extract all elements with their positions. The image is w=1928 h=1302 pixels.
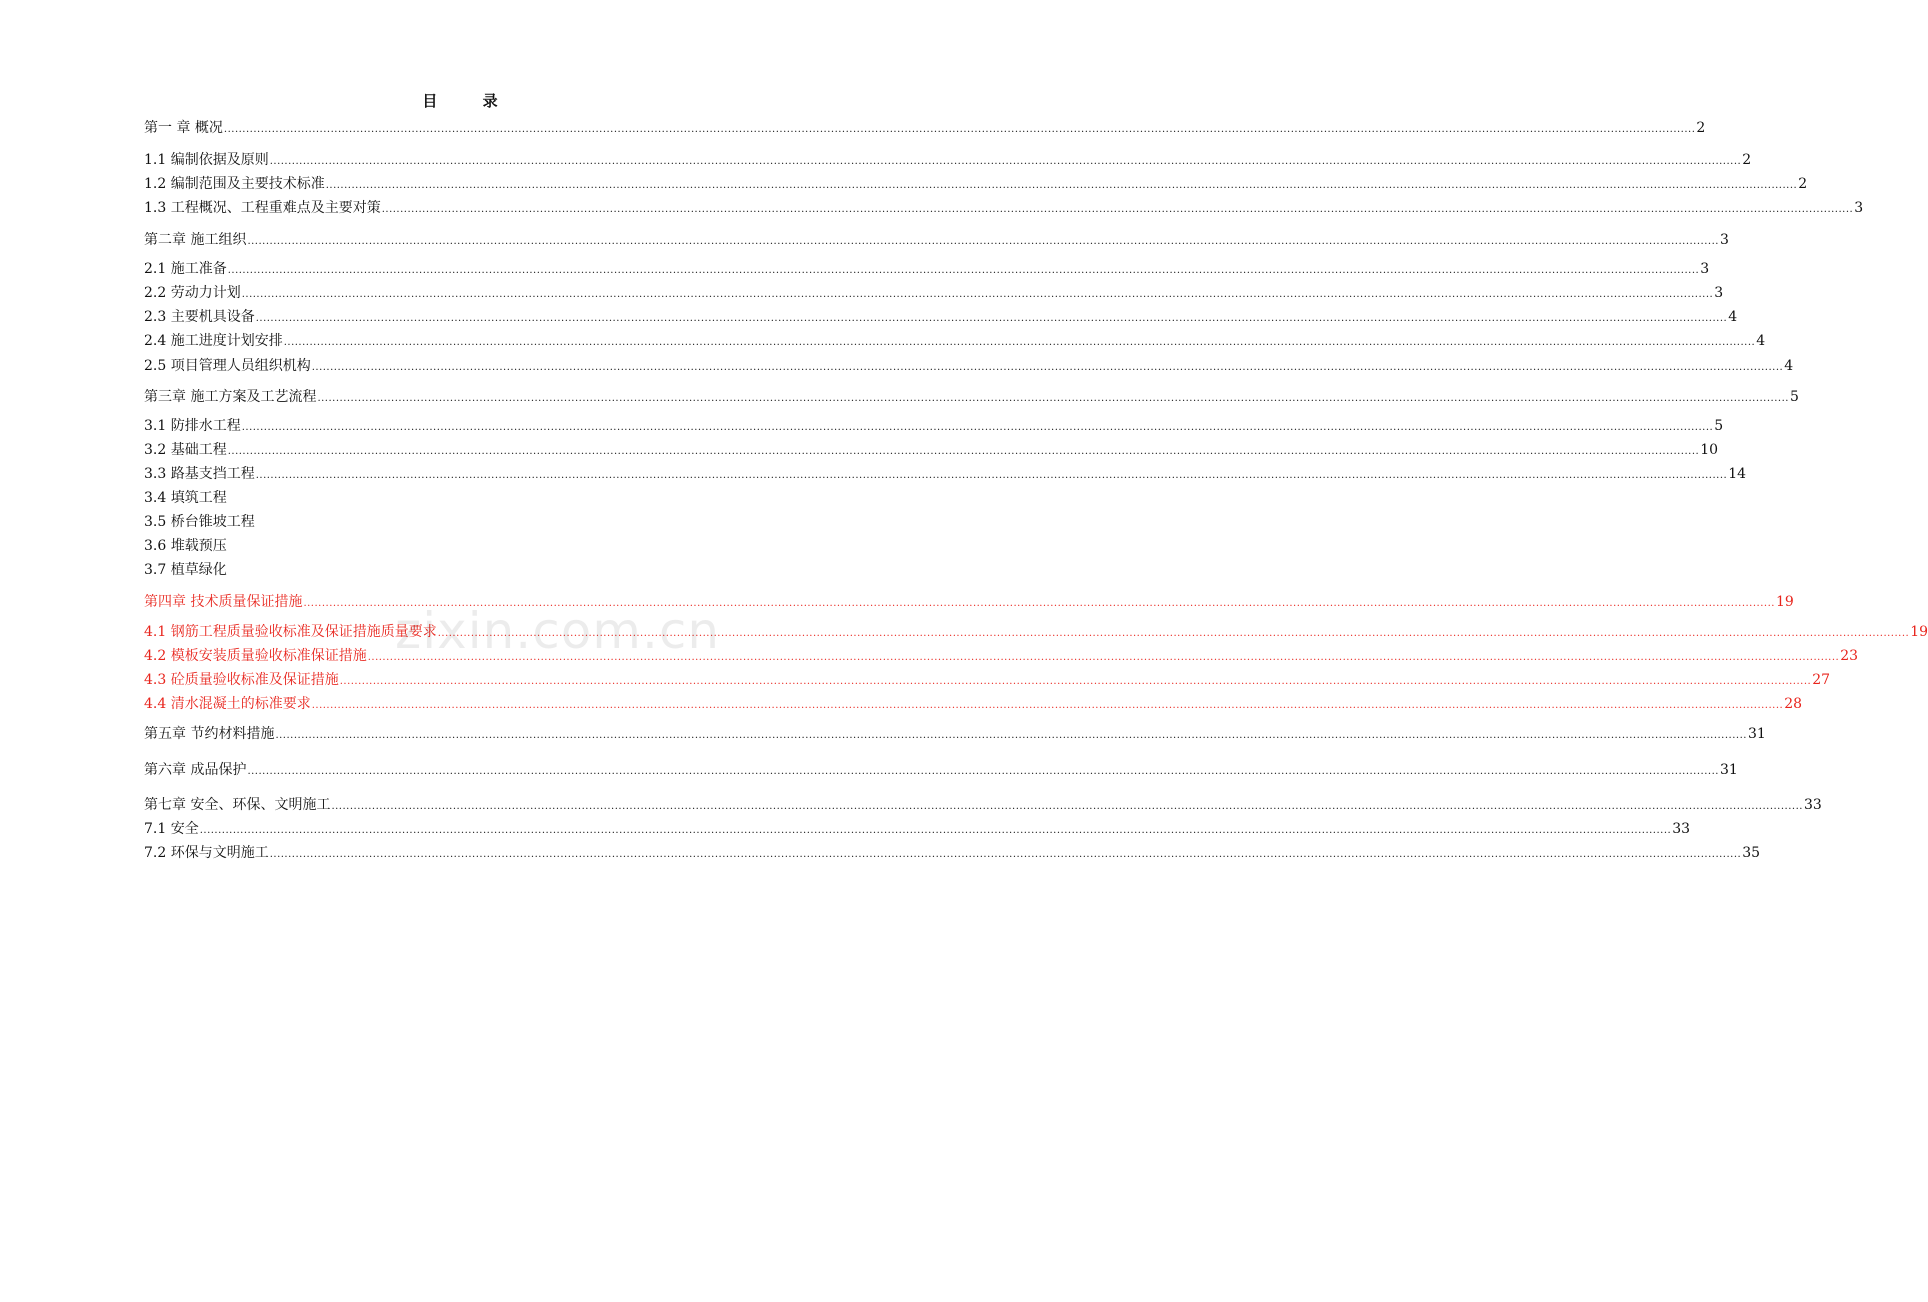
toc-entry[interactable] [144,560,764,580]
toc-entry[interactable] [144,440,1719,460]
toc-entry-title: 1.3 工程概况、工程重难点及主要对策 [144,200,381,216]
toc-dot-leader: ................................................................................................................................................................................................................................................................................................................................................................................................................ [339,676,1812,687]
toc-entry[interactable] [144,670,1831,690]
toc-entry[interactable] [144,150,1752,170]
toc-dot-leader: ................................................................................................................................................................................................................................................................................................................................................................................................................ [311,362,1784,373]
toc-entry-title: 3.2 基础工程 [144,442,227,458]
toc-entry[interactable] [144,331,1766,351]
toc-entry-title: 1.1 编制依据及原则 [144,152,269,168]
toc-entry-title: 第三章 施工方案及工艺流程 [144,389,317,405]
toc-entry[interactable] [144,795,1822,815]
toc-dot-leader: ................................................................................................................................................................................................................................................................................................................................................................................................................ [269,156,1742,167]
toc-dot-leader: ................................................................................................................................................................................................................................................................................................................................................................................................................ [223,124,1696,135]
toc-entry-page: 5 [1789,389,1799,405]
toc-entry-title: 7.2 环保与文明施工 [144,845,269,861]
toc-entry-page: 3 [1719,232,1729,248]
toc-entry-page: 14 [1728,466,1747,482]
toc-dot-leader: ................................................................................................................................................................................................................................................................................................................................................................................................................ [275,730,1747,741]
toc-entry[interactable] [144,174,1808,194]
toc-entry[interactable] [144,488,764,508]
toc-dot-leader: ................................................................................................................................................................................................................................................................................................................................................................................................................ [241,289,1714,300]
toc-entry-page: 5 [1714,418,1724,434]
toc-dot-leader: ................................................................................................................................................................................................................................................................................................................................................................................................................ [227,265,1700,276]
toc-entry-title: 4.1 钢筋工程质量验收标准及保证措施质量要求 [144,624,437,640]
toc-entry-page: 3 [1854,200,1864,216]
toc-entry[interactable] [144,416,1724,436]
toc-entry-page: 31 [1719,762,1738,778]
toc-entry-page: 19 [1910,624,1928,640]
toc-entry-page: 28 [1784,696,1803,712]
toc-dot-leader: ................................................................................................................................................................................................................................................................................................................................................................................................................ [331,801,1803,812]
toc-entry-title: 第七章 安全、环保、文明施工 [144,797,331,813]
toc-title: 目 录 [422,92,518,110]
toc-entry-page: 10 [1700,442,1719,458]
toc-dot-leader: ................................................................................................................................................................................................................................................................................................................................................................................................................ [283,337,1756,348]
toc-entry-title: 2.3 主要机具设备 [144,309,255,325]
toc-dot-leader: ................................................................................................................................................................................................................................................................................................................................................................................................................ [317,393,1789,404]
toc-entry-page: 2 [1696,120,1706,136]
toc-entry-title: 1.2 编制范围及主要技术标准 [144,176,325,192]
toc-entry-page: 33 [1803,797,1822,813]
toc-entry[interactable] [144,387,1799,407]
toc-entry-title: 3.5 桥台锥坡工程 [144,514,255,530]
toc-dot-leader: ................................................................................................................................................................................................................................................................................................................................................................................................................ [255,313,1728,324]
toc-entry-page: 4 [1728,309,1738,325]
toc-entry-page: 19 [1775,594,1794,610]
toc-entry-title: 4.4 清水混凝土的标准要求 [144,696,311,712]
toc-dot-leader: ................................................................................................................................................................................................................................................................................................................................................................................................................ [303,598,1775,609]
toc-entry[interactable] [144,230,1729,250]
toc-entry-title: 第二章 施工组织 [144,232,247,248]
toc-entry-page: 4 [1784,358,1794,374]
toc-dot-leader: ................................................................................................................................................................................................................................................................................................................................................................................................................ [381,204,1854,215]
toc-entry[interactable] [144,694,1803,714]
toc-entry-title: 4.2 模板安装质量验收标准保证措施 [144,648,367,664]
toc-entry-page: 33 [1672,821,1691,837]
toc-entry-title: 7.1 安全 [144,821,199,837]
toc-entry-title: 2.5 项目管理人员组织机构 [144,358,311,374]
toc-entry[interactable] [144,356,1794,376]
toc-entry-title: 2.1 施工准备 [144,261,227,277]
toc-entry-title: 3.3 路基支挡工程 [144,466,255,482]
toc-dot-leader: ................................................................................................................................................................................................................................................................................................................................................................................................................ [255,470,1728,481]
toc-dot-leader: ................................................................................................................................................................................................................................................................................................................................................................................................................ [199,825,1672,836]
toc-entry-page: 4 [1756,333,1766,349]
toc-entry-title: 第一 章 概况 [144,120,223,136]
toc-entry[interactable] [144,724,1766,744]
toc-dot-leader: ................................................................................................................................................................................................................................................................................................................................................................................................................ [311,700,1784,711]
toc-entry-page: 35 [1742,845,1761,861]
toc-entry-title: 第四章 技术质量保证措施 [144,594,303,610]
watermark: zixin.com.cn [395,602,721,660]
toc-entry[interactable] [144,283,1724,303]
toc-entry[interactable] [144,819,1691,839]
toc-entry[interactable] [144,307,1738,327]
toc-entry-page: 3 [1700,261,1710,277]
toc-entry[interactable] [144,843,1761,863]
toc-dot-leader: ................................................................................................................................................................................................................................................................................................................................................................................................................ [437,628,1910,639]
toc-entry-page: 3 [1714,285,1724,301]
toc-entry[interactable] [144,198,1864,218]
toc-entry[interactable] [144,464,1747,484]
toc-entry-title: 2.4 施工进度计划安排 [144,333,283,349]
toc-entry-title: 3.7 植草绿化 [144,562,227,578]
toc-entry-title: 第五章 节约材料措施 [144,726,275,742]
toc-entry-page: 2 [1798,176,1808,192]
toc-entry-title: 3.6 堆载预压 [144,538,227,554]
toc-entry[interactable] [144,259,1710,279]
toc-entry-page: 23 [1840,648,1859,664]
toc-dot-leader: ................................................................................................................................................................................................................................................................................................................................................................................................................ [367,652,1840,663]
toc-entry-title: 第六章 成品保护 [144,762,247,778]
toc-entry[interactable] [144,118,1706,138]
toc-dot-leader: ................................................................................................................................................................................................................................................................................................................................................................................................................ [241,422,1714,433]
toc-entry-page: 31 [1747,726,1766,742]
toc-dot-leader: ................................................................................................................................................................................................................................................................................................................................................................................................................ [247,236,1719,247]
toc-entry-title: 4.3 砼质量验收标准及保证措施 [144,672,339,688]
toc-entry-page: 2 [1742,152,1752,168]
toc-dot-leader: ................................................................................................................................................................................................................................................................................................................................................................................................................ [247,766,1719,777]
toc-entry-title: 2.2 劳动力计划 [144,285,241,301]
toc-dot-leader: ................................................................................................................................................................................................................................................................................................................................................................................................................ [325,180,1798,191]
toc-dot-leader: ................................................................................................................................................................................................................................................................................................................................................................................................................ [269,849,1742,860]
toc-entry[interactable] [144,760,1738,780]
toc-entry-title: 3.4 填筑工程 [144,490,227,506]
toc-entry-page: 27 [1812,672,1831,688]
toc-entry-title: 3.1 防排水工程 [144,418,241,434]
toc-entry[interactable] [144,536,764,556]
toc-dot-leader: ................................................................................................................................................................................................................................................................................................................................................................................................................ [227,446,1700,457]
toc-entry[interactable] [144,512,764,532]
